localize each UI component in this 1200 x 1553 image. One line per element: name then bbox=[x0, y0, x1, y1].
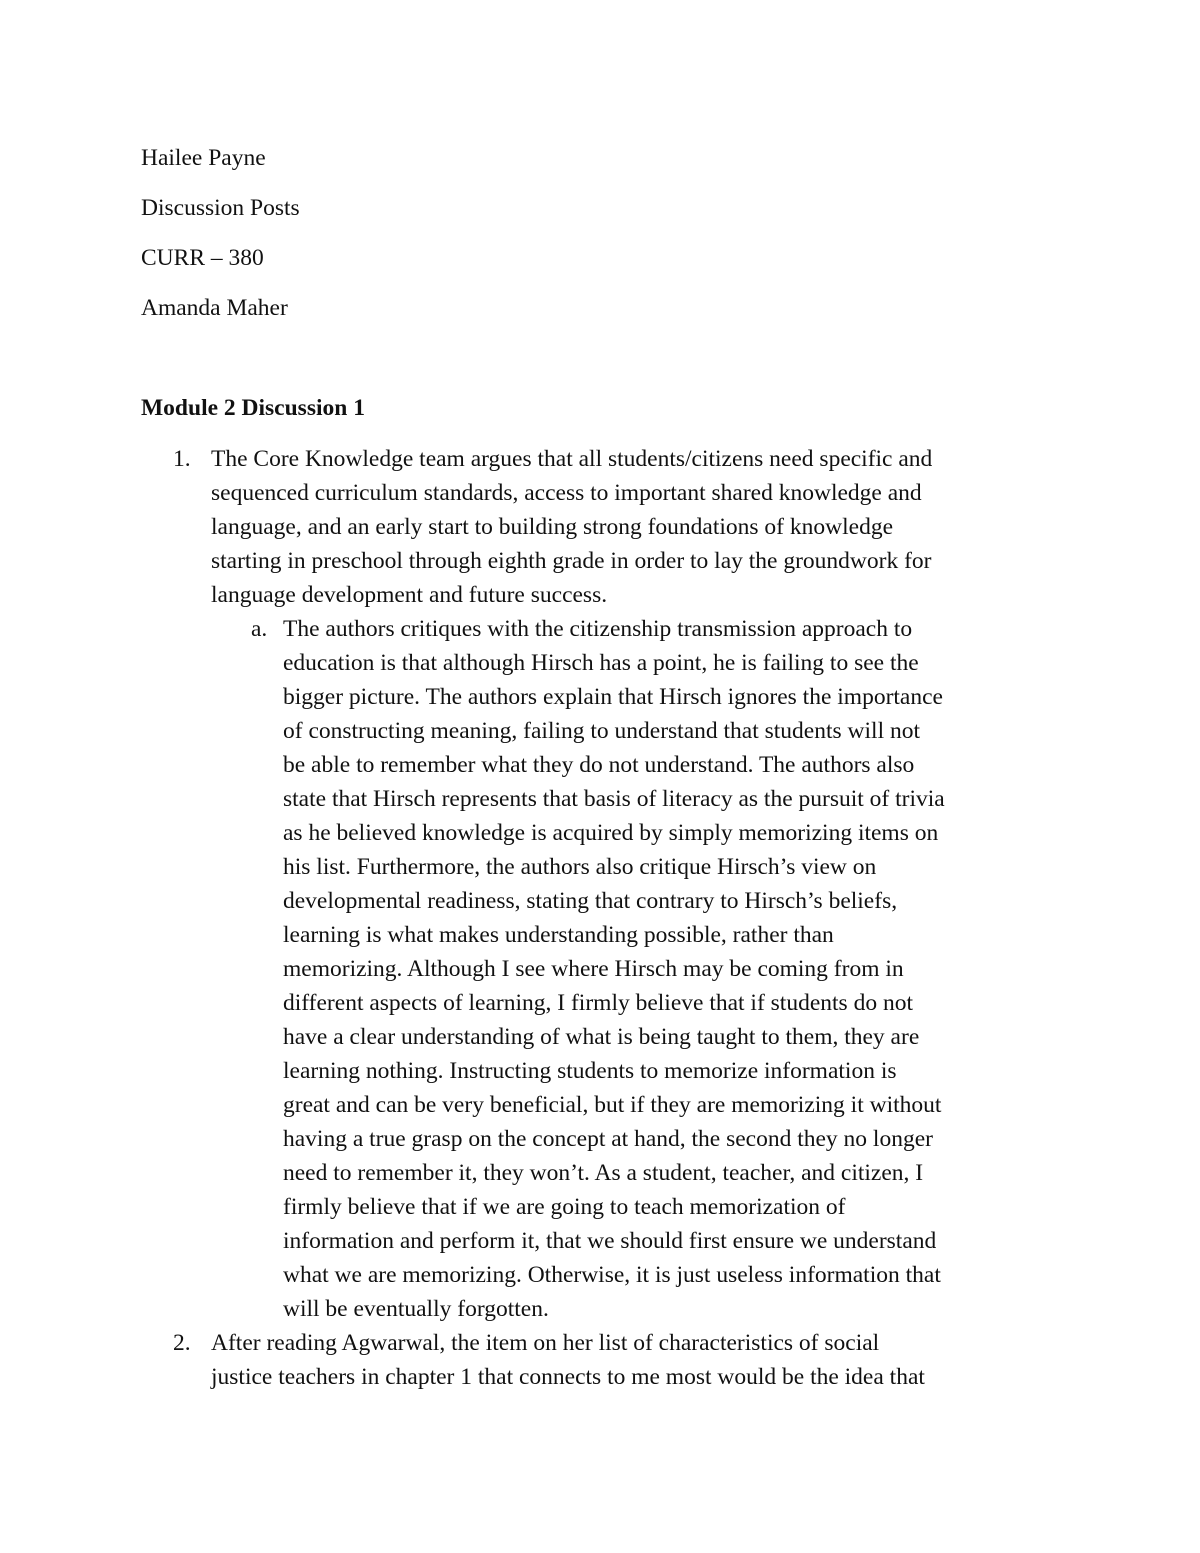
paragraph-line: developmental readiness, stating that contrary to Hirsch’s beliefs, bbox=[283, 888, 898, 914]
paragraph-line: firmly believe that if we are going to teach memorization of bbox=[283, 1194, 846, 1220]
paragraph-line: learning is what makes understanding possible, rather than bbox=[283, 922, 834, 948]
paragraph-line: The Core Knowledge team argues that all students/citizens need specific and bbox=[211, 446, 933, 472]
paragraph-line: his list. Furthermore, the authors also critique Hirsch’s view on bbox=[283, 854, 877, 880]
paragraph-line: learning nothing. Instructing students to memorize information is bbox=[283, 1058, 897, 1084]
numbered-list bbox=[0, 442, 1200, 1394]
paragraph-line: need to remember it, they won’t. As a student, teacher, and citizen, I bbox=[283, 1160, 924, 1186]
paragraph-line: education is that although Hirsch has a point, he is failing to see the bbox=[283, 650, 919, 676]
paragraph-line: sequenced curriculum standards, access to important shared knowledge and bbox=[211, 480, 922, 506]
list-item bbox=[173, 1326, 1081, 1394]
paragraph-line: memorizing. Although I see where Hirsch may be coming from in bbox=[283, 956, 904, 982]
paragraph-line: The authors critiques with the citizenship transmission approach to bbox=[283, 616, 913, 642]
paragraph-line: be able to remember what they do not understand. The authors also bbox=[283, 752, 915, 778]
paragraph-line: information and perform it, that we should first ensure we understand bbox=[283, 1228, 937, 1254]
list-item-number: 1. bbox=[173, 446, 191, 472]
paragraph-line: as he believed knowledge is acquired by simply memorizing items on bbox=[283, 820, 939, 846]
list-item-number: 2. bbox=[173, 1330, 191, 1356]
course-code: CURR – 380 bbox=[141, 245, 264, 271]
paragraph-line: of constructing meaning, failing to understand that students will not bbox=[283, 718, 921, 744]
author-name: Hailee Payne bbox=[141, 145, 266, 171]
section-heading: Module 2 Discussion 1 bbox=[141, 395, 365, 421]
paragraph-line: will be eventually forgotten. bbox=[283, 1296, 549, 1322]
paragraph-line: have a clear understanding of what is being taught to them, they are bbox=[283, 1024, 920, 1050]
paragraph-line: After reading Agwarwal, the item on her list of characteristics of social bbox=[211, 1330, 880, 1356]
document-title: Discussion Posts bbox=[141, 195, 300, 221]
paragraph-line: bigger picture. The authors explain that Hirsch ignores the importance bbox=[283, 684, 943, 710]
paragraph-line: having a true grasp on the concept at hand, the second they no longer bbox=[283, 1126, 933, 1152]
paragraph-line: what we are memorizing. Otherwise, it is just useless information that bbox=[283, 1262, 941, 1288]
paragraph-line: language development and future success. bbox=[211, 582, 608, 608]
paragraph-line: starting in preschool through eighth grade in order to lay the groundwork for bbox=[211, 548, 932, 574]
sub-list-item bbox=[251, 612, 1063, 1326]
paragraph-line: justice teachers in chapter 1 that connects to me most would be the idea that bbox=[211, 1364, 925, 1390]
paragraph-line: great and can be very beneficial, but if they are memorizing it without bbox=[283, 1092, 942, 1118]
paragraph-line: different aspects of learning, I firmly believe that if students do not bbox=[283, 990, 913, 1016]
list-item bbox=[173, 442, 1081, 1326]
paragraph-line: state that Hirsch represents that basis of literacy as the pursuit of trivia bbox=[283, 786, 945, 812]
paragraph-line: language, and an early start to building strong foundations of knowledge bbox=[211, 514, 893, 540]
sub-list-item-letter: a. bbox=[251, 616, 268, 642]
instructor-name: Amanda Maher bbox=[141, 295, 288, 321]
